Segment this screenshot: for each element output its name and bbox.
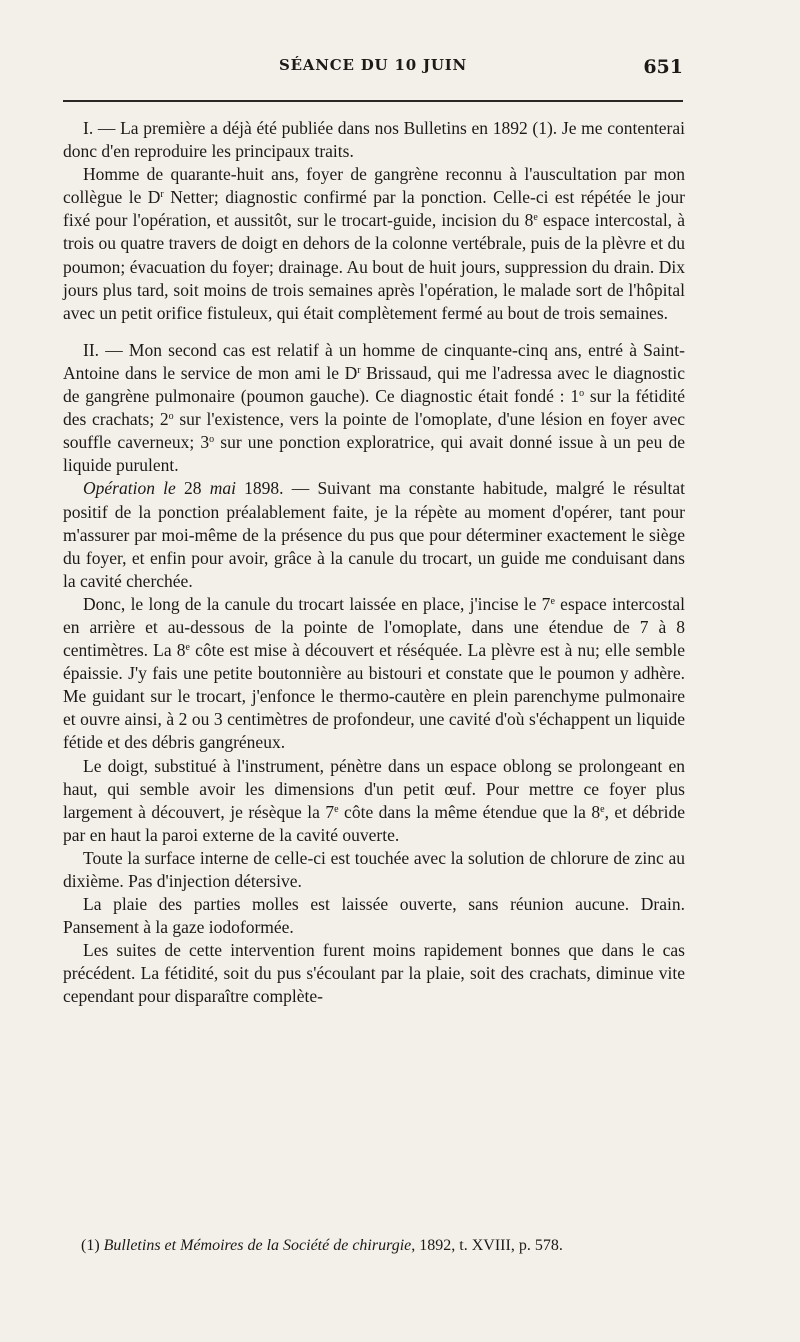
paragraph-incision: Donc, le long de la canule du trocart laissée en place, j'incise le 7e espace intercostal en arrière et au-dessous de la pointe de l'omoplate, dans une étendue de 7 à 8 centimètres. La 8e côte est mise à découvert et réséquée. La plèvre est à nu; elle semble épaissie. J'y fais une petite boutonnière au bistouri et constate que le poumon y adhère. Me guidant sur le trocart, j'enfonce le thermo-cautère en plein parenchyme pulmonaire et ouvre ainsi, à 2 ou 3 centimètres de profondeur, une cavité d'où s'échappent un liquide fétide et des débris gangréneux.: [63, 593, 686, 753]
running-header: [63, 56, 683, 94]
paragraph-dressing: La plaie des parties molles est laissée ouverte, sans réunion aucune. Drain. Pansement à la gaze iodoformée.: [63, 894, 685, 938]
paragraph-finger-exploration: Le doigt, substitué à l'instrument, pénètre dans un espace oblong se prolongeant en haut, qui semble avoir les dimensions d'un petit œuf. Pour mettre ce foyer plus largement à découvert, je résèque la 7e côte dans la même étendue que la 8e, et débride par en haut la paroi externe de la cavité ouverte.: [63, 755, 686, 845]
page-number: 651: [643, 56, 683, 78]
paragraph-case-1: I. — La première a déjà été publiée dans nos Bulletins en 1892 (1). Je me contenterai donc d'en reproduire les principaux traits.: [63, 118, 685, 162]
body-text: [63, 117, 685, 1009]
paragraph-operation: Opération le 28 mai 1898. — Suivant ma constante habitude, malgré le résultat positif de la ponction préalablement faite, je la répète au moment d'opérer, tant pour m'assurer par moi-même de la présence du pus que pour déterminer exactement le siège du foyer, et enfin pour avoir, grâce à la canule du trocart, un guide me conduisant dans la cavité cherchée.: [63, 478, 685, 591]
paragraph-aftercare: Les suites de cette intervention furent moins rapidement bonnes que dans le cas précédent. La fétidité, soit du pus s'écoulant par la plaie, soit des crachats, diminue vite cependant pour disparaître complète-: [63, 940, 685, 1007]
paragraph-case-1-details: Homme de quarante-huit ans, foyer de gangrène reconnu à l'auscultation par mon collègue le $D^r$ Netter; diagnostic confirmé par la ponction. Celle-ci est répétée le jour fixé pour l'opération, et aussitôt, sur le trocart-guide, incision du 8e espace intercostal, à trois ou quatre travers de doigt en dehors de la colonne vertébrale, puis de la plèvre et du poumon; évacuation du foyer; drainage. Au bout de huit jours, suppression du drain. Dix jours plus tard, soit moins de trois semaines après l'opération, le malade sort de l'hôpital avec un petit orifice fistuleux, qui était complètement fermé au bout de trois semaines.: [63, 164, 685, 323]
footnote: (1) Bulletins et Mémoires de la Société de chirurgie, 1892, t. XVIII, p. 578.: [81, 1237, 563, 1254]
header-rule: [63, 100, 683, 102]
header-title: SÉANCE DU 10 JUIN: [278, 56, 468, 74]
paragraph-cautery: Toute la surface interne de celle-ci est touchée avec la solution de chlorure de zinc au dixième. Pas d'injection détersive.: [63, 847, 685, 891]
paragraph-case-2: II. — Mon second cas est relatif à un homme de cinquante-cinq ans, entré à Saint-Antoine dans le service de mon ami le $D^r$ Brissaud, qui me l'adressa avec le diagnostic de gangrène pulmonaire (poumon gauche). Ce diagnostic était fondé : 1$^o$ sur la fétidité des crachats; 2$^o$ sur l'existence, vers la pointe de l'omoplate, d'une lésion en foyer avec souffle caverneux; 3$^o$ sur une ponction exploratrice, qui avait donné issue à un peu de liquide purulent.: [63, 339, 686, 476]
